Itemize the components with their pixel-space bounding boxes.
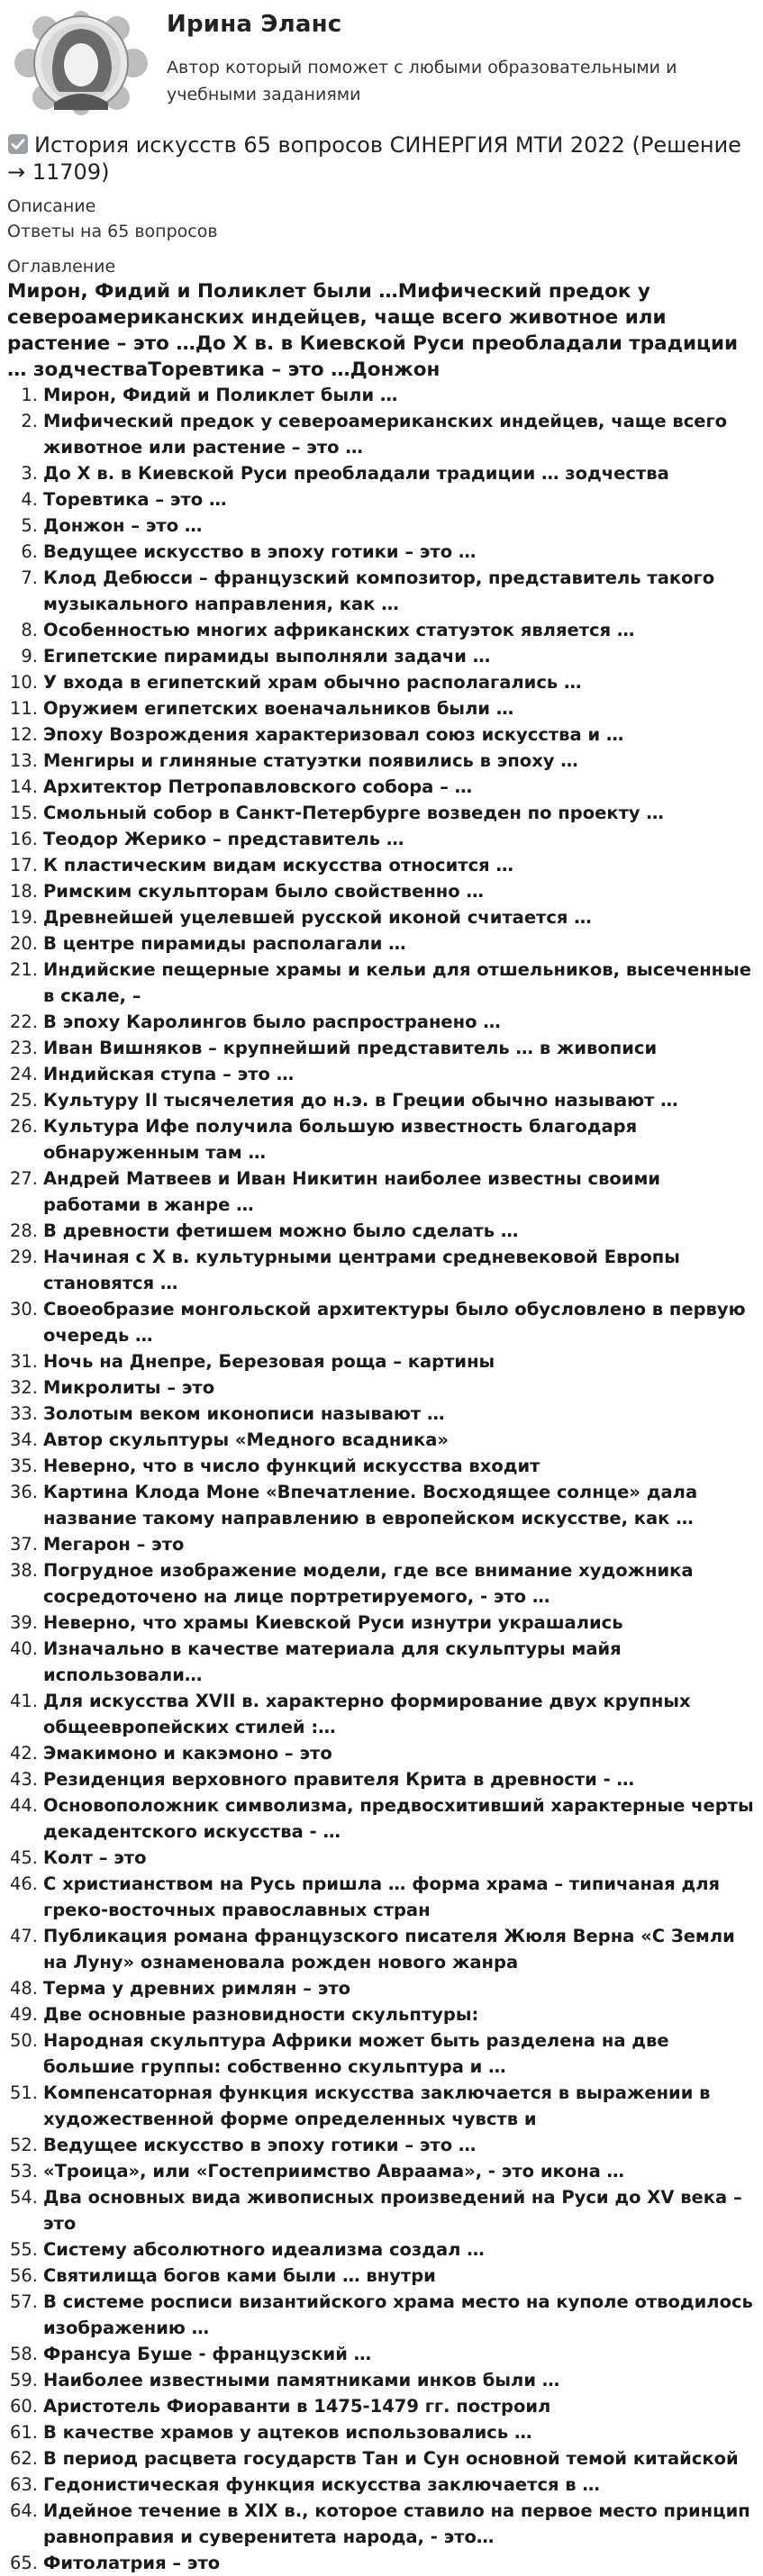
question-number: 13. <box>9 750 38 771</box>
question-item <box>0 408 763 460</box>
question-text: В период расцвета государств Тан и Сун основной темой китайской <box>43 2448 739 2469</box>
question-item <box>0 2184 763 2236</box>
question-number: 41. <box>9 1691 38 1711</box>
question-item <box>0 2080 763 2132</box>
question-text: Египетские пирамиды выполняли задачи … <box>43 646 491 667</box>
check-box-icon <box>7 133 29 155</box>
question-item <box>0 930 763 957</box>
question-text: Аристотель Фиораванти в 1475-1479 гг. построил <box>43 2396 551 2417</box>
question-item <box>0 1427 763 1453</box>
question-item <box>0 565 763 617</box>
question-number: 46. <box>9 1873 38 1894</box>
question-item <box>0 1636 763 1688</box>
question-number: 21. <box>9 959 38 980</box>
question-text: Мирон, Фидий и Поликлет были … <box>43 385 398 405</box>
question-number: 26. <box>9 1116 38 1137</box>
question-number: 49. <box>9 2004 38 2025</box>
question-item <box>0 1401 763 1427</box>
question-number: 47. <box>9 1926 38 1946</box>
question-number: 36. <box>9 1482 38 1502</box>
question-item <box>0 512 763 539</box>
question-item <box>0 2445 763 2472</box>
question-item <box>0 1845 763 1871</box>
question-text: Золотым веком иконописи называют … <box>43 1403 445 1424</box>
author-card[interactable] <box>9 9 754 117</box>
question-item <box>0 460 763 486</box>
question-text: Теодор Жерико – представитель … <box>43 829 404 849</box>
question-number: 59. <box>9 2370 38 2390</box>
question-number: 27. <box>9 1168 38 1189</box>
question-text: Ведущее искусство в эпоху готики – это … <box>43 2135 477 2155</box>
description-label: Описание <box>7 196 96 216</box>
question-item <box>0 1975 763 2001</box>
question-item <box>0 1087 763 1113</box>
question-item <box>0 2027 763 2080</box>
question-text: Фитолатрия – это <box>43 2553 221 2573</box>
question-item <box>0 669 763 695</box>
question-text: Изначально в качестве материала для скульптуры майя использовали… <box>43 1638 622 1685</box>
question-text: Древнейшей уцелевшей русской иконой считается … <box>43 907 592 928</box>
question-number: 3. <box>21 463 38 484</box>
question-number: 16. <box>9 829 38 849</box>
question-text: Резиденция верховного правителя Крита в древности - … <box>43 1769 634 1790</box>
question-number: 2. <box>21 411 38 431</box>
question-number: 57. <box>9 2291 38 2312</box>
question-text: Картина Клода Моне «Впечатление. Восходящее солнце» дала название такому направлению в европейском искусстве, как … <box>43 1482 698 1528</box>
question-number: 42. <box>9 1743 38 1764</box>
author-avatar[interactable] <box>9 9 153 117</box>
question-number: 5. <box>21 515 38 536</box>
question-number: 64. <box>9 2500 38 2521</box>
question-text: Мифический предок у североамериканских индейцев, чаще всего животное или растение – это … <box>43 411 728 458</box>
question-text: Погрудное изображение модели, где все внимание художника сосредоточено на лице портретируемого, - это … <box>43 1560 694 1607</box>
question-item <box>0 643 763 669</box>
question-item <box>0 2550 763 2576</box>
question-text: Микролиты – это <box>43 1377 215 1398</box>
question-text: В качестве храмов у ацтеков использовались … <box>43 2422 532 2443</box>
question-text: Клод Дебюсси – французский композитор, представитель такого музыкального направления, как … <box>43 567 715 614</box>
question-number: 31. <box>9 1351 38 1372</box>
question-text: Неверно, что в число функций искусства входит <box>43 1456 540 1476</box>
question-text: Смольный собор в Санкт-Петербурге возведен по проекту … <box>43 803 664 823</box>
question-item <box>0 1296 763 1348</box>
question-text: Народная скульптура Африки может быть разделена на две большие группы: собственно скульптура и … <box>43 2030 669 2077</box>
question-text: «Троица», или «Гостеприимство Авраама», - это икона … <box>43 2161 625 2181</box>
question-number: 28. <box>9 1220 38 1241</box>
question-text: К пластическим видам искусства относится … <box>43 855 513 875</box>
question-item <box>0 2419 763 2445</box>
question-text: Святилища богов ками были … внутри <box>43 2265 436 2286</box>
question-item <box>0 1453 763 1479</box>
question-item <box>0 2341 763 2367</box>
question-number: 63. <box>9 2474 38 2495</box>
question-text: Колт – это <box>43 1847 147 1868</box>
question-item <box>0 2289 763 2341</box>
question-number: 1. <box>21 385 38 405</box>
question-text: Публикация романа французского писателя Жюля Верна «С Земли на Луну» ознаменовала рожден нового жанра <box>43 1926 735 1973</box>
question-text: Систему абсолютного идеализма создал … <box>43 2239 485 2260</box>
question-item <box>0 1009 763 1035</box>
question-item <box>0 2472 763 2498</box>
question-item <box>0 721 763 748</box>
question-item <box>0 1766 763 1792</box>
question-number: 60. <box>9 2396 38 2417</box>
question-text: Иван Вишняков – крупнейший представитель … в живописи <box>43 1038 658 1058</box>
question-number: 10. <box>9 672 38 693</box>
question-text: Наиболее известными памятниками инков были … <box>43 2370 560 2390</box>
question-text: Культуру II тысячелетия до н.э. в Греции обычно называют … <box>43 1090 678 1111</box>
question-number: 54. <box>9 2187 38 2208</box>
question-number: 4. <box>21 489 38 510</box>
toc-label: Оглавление <box>7 257 116 277</box>
question-item <box>0 2393 763 2419</box>
question-item <box>0 539 763 565</box>
question-number: 29. <box>9 1247 38 1267</box>
question-number: 12. <box>9 724 38 745</box>
question-item <box>0 1374 763 1401</box>
question-number: 30. <box>9 1299 38 1320</box>
question-number: 20. <box>9 933 38 954</box>
question-text: Торевтика – это … <box>43 489 227 510</box>
question-item <box>0 2263 763 2289</box>
question-text: С христианством на Русь пришла … форма храма – типичаная для греко-восточных православных стран <box>43 1873 721 1920</box>
question-item <box>0 957 763 1009</box>
question-text: Гедонистическая функция искусства заключается в … <box>43 2474 600 2495</box>
question-number: 23. <box>9 1038 38 1058</box>
question-item <box>0 695 763 721</box>
question-text: Идейное течение в XIX в., которое ставило на первое место принцип равноправия и суверенитета народа, - это… <box>43 2500 750 2547</box>
question-number: 33. <box>9 1403 38 1424</box>
question-number: 35. <box>9 1456 38 1476</box>
question-number: 14. <box>9 776 38 797</box>
question-text: Римским скульпторам было свойственно … <box>43 881 484 902</box>
question-number: 32. <box>9 1377 38 1398</box>
question-text: Два основных вида живописных произведений на Руси до XV века – это <box>43 2187 742 2234</box>
question-list <box>0 382 763 2576</box>
question-item <box>0 904 763 930</box>
question-number: 9. <box>21 646 38 667</box>
question-number: 65. <box>9 2553 38 2573</box>
question-number: 38. <box>9 1560 38 1581</box>
question-item <box>0 617 763 643</box>
question-text: Ночь на Днепре, Березовая роща – картины <box>43 1351 495 1372</box>
question-item <box>0 1557 763 1610</box>
question-number: 25. <box>9 1090 38 1111</box>
question-number: 18. <box>9 881 38 902</box>
question-number: 40. <box>9 1638 38 1659</box>
question-text: У входа в египетский храм обычно располагались … <box>43 672 582 693</box>
question-number: 56. <box>9 2265 38 2286</box>
question-item <box>0 2158 763 2184</box>
question-item <box>0 1218 763 1244</box>
question-text: Менгиры и глиняные статуэтки появились в эпоху … <box>43 750 578 771</box>
question-item <box>0 1610 763 1636</box>
question-text: Эпоху Возрождения характеризовал союз искусства и … <box>43 724 624 745</box>
question-text: Индийские пещерные храмы и кельи для отшельников, высеченные в скале, – <box>43 959 751 1006</box>
question-text: Донжон – это … <box>43 515 203 536</box>
question-item <box>0 382 763 408</box>
question-item <box>0 774 763 800</box>
question-item <box>0 748 763 774</box>
question-number: 22. <box>9 1011 38 1032</box>
question-number: 61. <box>9 2422 38 2443</box>
question-number: 52. <box>9 2135 38 2155</box>
question-item <box>0 2001 763 2027</box>
question-item <box>0 1531 763 1557</box>
question-item <box>0 1479 763 1531</box>
question-number: 19. <box>9 907 38 928</box>
question-item <box>0 1244 763 1296</box>
question-number: 51. <box>9 2082 38 2103</box>
question-number: 24. <box>9 1064 38 1084</box>
question-item <box>0 800 763 826</box>
question-number: 34. <box>9 1429 38 1450</box>
question-text: Компенсаторная функция искусства заключается в выражении в художественной форме определенных чувств и <box>43 2082 711 2129</box>
question-item <box>0 826 763 852</box>
question-text: Оружием египетских военачальников были … <box>43 698 514 719</box>
question-item <box>0 1740 763 1766</box>
question-number: 11. <box>9 698 38 719</box>
question-text: Эмакимоно и какэмоно – это <box>43 1743 332 1764</box>
question-item <box>0 2498 763 2550</box>
question-item <box>0 486 763 512</box>
question-text: Ведущее искусство в эпоху готики – это … <box>43 541 477 562</box>
question-item <box>0 2367 763 2393</box>
question-number: 8. <box>21 620 38 640</box>
question-item <box>0 1923 763 1975</box>
question-text: Своеобразие монгольской архитектуры было обусловлено в первую очередь … <box>43 1299 746 1346</box>
question-number: 44. <box>9 1795 38 1816</box>
question-item <box>0 1113 763 1166</box>
question-text: Архитектор Петропавловского собора – … <box>43 776 473 797</box>
question-number: 17. <box>9 855 38 875</box>
description-text: Ответы на 65 вопросов <box>7 222 218 241</box>
question-text: В системе росписи византийского храма место на куполе отводилось изображению … <box>43 2291 753 2338</box>
question-number: 58. <box>9 2344 38 2364</box>
question-number: 55. <box>9 2239 38 2260</box>
question-number: 7. <box>21 567 38 588</box>
question-text: Две основные разновидности скульптуры: <box>43 2004 479 2025</box>
toc-heading: Мирон, Фидий и Поликлет были …Мифический предок у североамериканских индейцев, чаще всего животное или растение – это …До X в. в Киевской Руси преобладали традиции … зодчестваТоревтика – это …Донжон <box>7 280 739 381</box>
question-number: 62. <box>9 2448 38 2469</box>
question-number: 6. <box>21 541 38 562</box>
question-text: До X в. в Киевской Руси преобладали традиции … зодчества <box>43 463 669 484</box>
question-item <box>0 852 763 878</box>
question-item <box>0 1061 763 1087</box>
document-title-text: История искусств 65 вопросов СИНЕРГИЯ МТИ 2022 (Решение → 11709) <box>7 132 741 185</box>
question-text: Андрей Матвеев и Иван Никитин наиболее известны своими работами в жанре … <box>43 1168 661 1215</box>
question-text: Франсуа Буше - французский … <box>43 2344 372 2364</box>
question-text: Основоположник символизма, предвосхитивший характерные черты декадентского искусства - … <box>43 1795 754 1842</box>
question-number: 53. <box>9 2161 38 2181</box>
author-name[interactable]: Ирина Эланс <box>167 11 342 38</box>
question-text: Мегарон – это <box>43 1534 185 1555</box>
question-item <box>0 1348 763 1374</box>
question-item <box>0 2236 763 2263</box>
question-text: В древности фетишем можно было сделать … <box>43 1220 519 1241</box>
question-item <box>0 878 763 904</box>
question-text: Индийская ступа – это … <box>43 1064 295 1084</box>
question-text: Автор скульптуры «Медного всадника» <box>43 1429 450 1450</box>
question-text: Культура Ифе получила большую известность благодаря обнаруженным там … <box>43 1116 638 1163</box>
question-text: В центре пирамиды располагали … <box>43 933 406 954</box>
question-text: В эпоху Каролингов было распространено … <box>43 1011 501 1032</box>
question-item <box>0 1035 763 1061</box>
question-text: Особенностью многих африканских статуэток является … <box>43 620 635 640</box>
question-number: 15. <box>9 803 38 823</box>
question-item <box>0 2132 763 2158</box>
author-description: Автор который поможет с любыми образовательными и учебными заданиями <box>167 58 677 104</box>
question-item <box>0 1688 763 1740</box>
question-number: 48. <box>9 1978 38 1999</box>
question-text: Терма у древних римлян – это <box>43 1978 351 1999</box>
question-number: 37. <box>9 1534 38 1555</box>
question-text: Начиная с X в. культурными центрами средневековой Европы становятся … <box>43 1247 680 1293</box>
question-text: Для искусства XVII в. характерно формирование двух крупных общеевропейских стилей :… <box>43 1691 691 1737</box>
question-number: 45. <box>9 1847 38 1868</box>
question-number: 50. <box>9 2030 38 2051</box>
question-number: 43. <box>9 1769 38 1790</box>
document-title <box>7 132 755 186</box>
question-item <box>0 1871 763 1923</box>
question-text: Неверно, что храмы Киевской Руси изнутри украшались <box>43 1612 623 1633</box>
question-item <box>0 1166 763 1218</box>
question-item <box>0 1792 763 1845</box>
question-number: 39. <box>9 1612 38 1633</box>
